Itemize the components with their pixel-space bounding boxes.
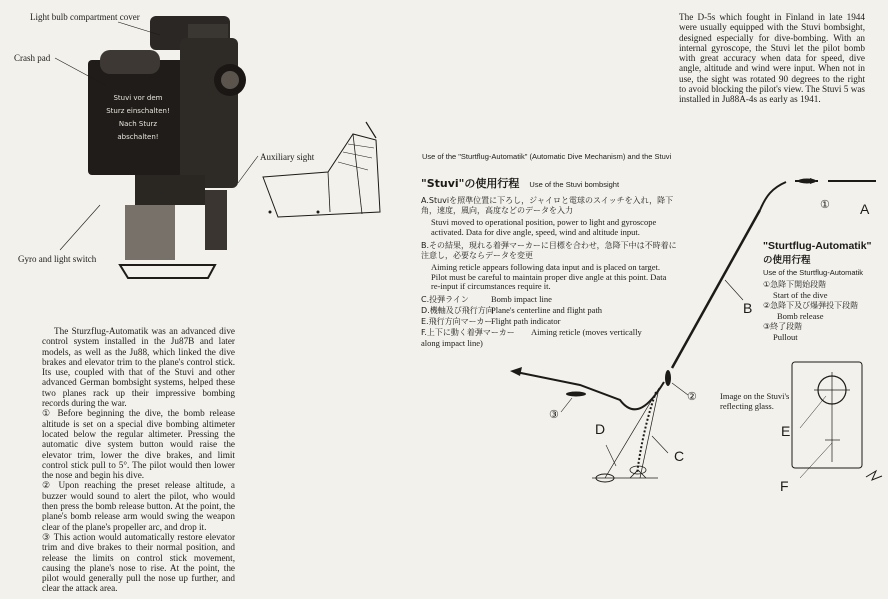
label-E: E	[781, 423, 791, 439]
diagram-caption: Use of the "Sturtflug-Automatik" (Automatic Dive Mechanism) and the Stuvi	[422, 152, 672, 161]
reflecting-glass-caption: Image on the Stuvi's reflecting glass.	[720, 391, 790, 411]
plate-line: Stuvi vor dem	[113, 94, 163, 102]
phase-1-jp: ①急降下開始段階	[763, 280, 827, 289]
plate-line: Sturz einschalten!	[106, 107, 170, 115]
marker-1: ①	[820, 199, 830, 211]
article-step-3: ③ This action would automatically restore elevator trim and dive brakes to their normal position, and release the limits on control stick movement, causing the plane's nose to rise. At the point, the pilot would generally pull the nose up further, and clear the attack area.	[42, 531, 235, 594]
key-jp: E.飛行方向マーカー	[421, 317, 493, 326]
label-D: D	[595, 421, 606, 437]
key-en: Plane's centerline and flight path	[491, 305, 603, 315]
article-intro: The Sturzflug-Automatik was an advanced dive control system installed in the Ju87B and later models, as well as the Ju88, which linked the dive brakes and elevator trim to the plane's control stick. Its use, coupled with that of the Stuvi and other advanced German bombsight systems, helped these two planes rack up their impressive bombing records during the war.	[42, 326, 235, 409]
phase-3-jp: ③終了段階	[763, 322, 803, 331]
step-b-jp: B.その結果，現れる着弾マーカーに目標を合わせ，急降下中は不時着に注意し，必要ならデータを変更	[421, 241, 677, 261]
plate-line: abschalten!	[117, 133, 159, 141]
stuvi-heading-jp: "Stuvi"の使用行程	[421, 177, 520, 190]
label-F: F	[780, 478, 789, 494]
phase-2-en: Bomb release	[777, 311, 824, 321]
top-right-paragraph: The D-5s which fought in Finland in late 1944 were usually equipped with the Stuvi bombsight, designed especially for dive-bombing. With an internal gyroscope, the Stuvi let the pilot bomb with great accuracy when data for speed, dive angle, altitude and wind were input. When not in use, the sight was rotated 90 degrees to the right to avoid blocking the pilot's view. The Stuvi 5 was installed in Ju88A-4s as early as 1941.	[679, 12, 865, 105]
key-jp: D.機軸及び飛行方向	[421, 306, 494, 315]
automatik-subtitle: Use of the Sturtflug-Automatik	[763, 268, 864, 277]
step-a-en: Stuvi moved to operational position, power to light and gyroscope activated. Data for dive angle, speed, wind and altitude input.	[431, 217, 657, 237]
label-aux-sight: Auxiliary sight	[260, 152, 315, 162]
article-step-2: ② Upon reaching the preset release altitude, a buzzer would sound to alert the pilot, who would then press the bomb release button. At the point, the plane's bomb release arm would swing the weapon clear of the plane's propeller arc, and drop it.	[42, 480, 235, 532]
label-crash-pad: Crash pad	[14, 53, 51, 63]
automatik-title-jp: の使用行程	[763, 255, 811, 266]
phase-3-en: Pullout	[773, 332, 798, 342]
stuvi-heading-en: Use of the Stuvi bombsight	[529, 180, 620, 189]
key-jp: F.上下に動く着弾マーカー	[421, 328, 515, 337]
plate-line: Nach Sturz	[118, 120, 158, 128]
key-en: Aiming reticle (moves vertically along impact line)	[421, 327, 642, 348]
article-step-1: ① Before beginning the dive, the bomb release altitude is set on a special dive bombing altimeter located below the regular altimeter. Pressing the automatic dive system button would raise the elevator trim, lower the dive brakes, and limit control stick pull to 5°. The pilot would then lower the nose and begin his dive.	[42, 408, 235, 481]
step-b-en: Aiming reticle appears following data input and is placed on target. Pilot must be careful to maintain proper dive angle at this point. Data re-input if circumstances require it.	[431, 262, 667, 292]
label-gyro-switch: Gyro and light switch	[18, 254, 97, 264]
automatik-title: "Sturtflug-Automatik"	[763, 240, 872, 252]
key-en: Bomb impact line	[491, 294, 552, 304]
label-bulb-cover: Light bulb compartment cover	[30, 12, 140, 22]
key-jp: C.投弾ライン	[421, 295, 469, 304]
key-en: Flight path indicator	[491, 316, 561, 326]
sturzflug-article	[42, 326, 235, 594]
phase-2-jp: ②急降下及び爆弾投下段階	[763, 301, 859, 310]
phase-1-en: Start of the dive	[773, 290, 828, 300]
label-C: C	[674, 448, 685, 464]
label-B: B	[743, 300, 753, 316]
step-a-jp: A.Stuviを照準位置に下ろし，ジャイロと電球のスイッチを入れ，降下角，速度，風向，高度などのデータを入力	[421, 196, 674, 215]
marker-3: ③	[549, 409, 559, 421]
marker-2: ②	[687, 391, 697, 403]
label-A: A	[860, 201, 870, 217]
